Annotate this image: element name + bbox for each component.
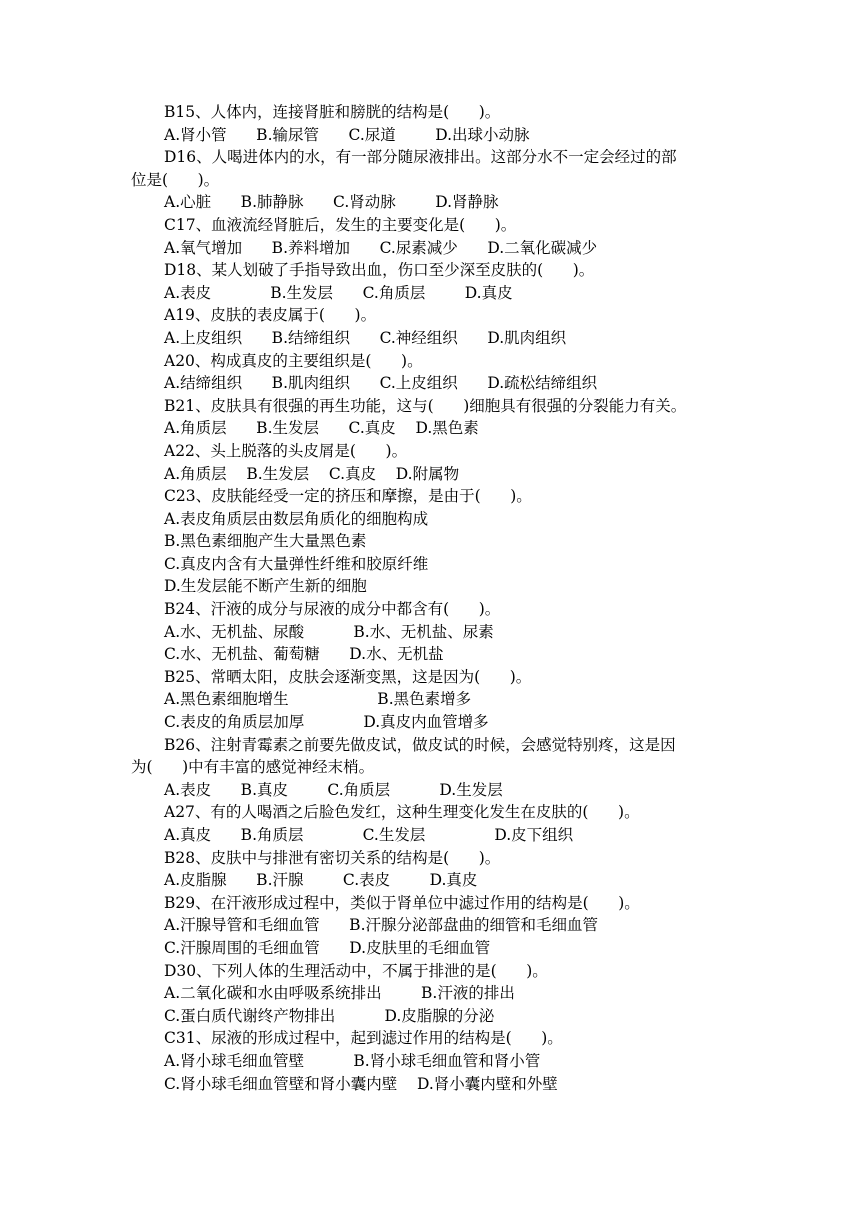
text-line: B15、人体内，连接肾脏和膀胱的结构是( )。 [164,103,501,121]
text-line: A.表皮 B.生发层 C.角质层 D.真皮 [164,283,513,302]
text-line: C.表皮的角质层加厚 D.真皮内血管增多 [164,713,489,732]
text-line: D30、下列人体的生理活动中，不属于排泄的是( )。 [164,961,548,980]
text-line: A.汗腺导管和毛细血管 B.汗腺分泌部盘曲的细管和毛细血管 [164,916,599,935]
text-line: 位是( )。 [131,170,220,189]
document-body [131,101,741,1095]
text-line: C.水、无机盐、葡萄糖 D.水、无机盐 [164,645,444,664]
text-line: A.真皮 B.角质层 C.生发层 D.皮下组织 [164,826,574,844]
text-line: D16、人喝进体内的水，有一部分随尿液排出。这部分水不一定会经过的部 [164,148,677,167]
text-line: A.表皮角质层由数层角质化的细胞构成 [164,509,429,528]
text-line: A.角质层 B.生发层 C.真皮 D.黑色素 [164,419,479,438]
text-line: A.结缔组织 B.肌肉组织 C.上皮组织 D.疏松结缔组织 [164,374,598,393]
text-line: A.肾小球毛细血管壁 B.肾小球毛细血管和肾小管 [164,1051,541,1070]
text-line: C.肾小球毛细血管壁和肾小囊内壁 D.肾小囊内壁和外壁 [164,1074,558,1093]
text-line: D18、某人划破了手指导致出血，伤口至少深至皮肤的( )。 [164,261,595,280]
text-line: A19、皮肤的表皮属于( )。 [164,306,377,325]
text-line: A.上皮组织 B.结缔组织 C.神经组织 D.肌肉组织 [164,328,567,347]
text-line: C.真皮内含有大量弹性纤维和胶原纤维 [164,554,429,573]
text-line: A27、有的人喝酒之后脸色发红，这种生理变化发生在皮肤的( )。 [164,803,640,822]
text-line: C31、尿液的形成过程中，起到滤过作用的结构是( )。 [164,1029,563,1048]
text-line: B29、在汗液形成过程中，类似于肾单位中滤过作用的结构是( )。 [164,893,640,912]
text-line: B26、注射青霉素之前要先做皮试，做皮试的时候，会感觉特别疼，这是因 [164,735,676,754]
text-line: B21、皮肤具有很强的再生功能，这与( )细胞具有很强的分裂能力有关。 [164,396,687,415]
text-line: A.肾小管 B.输尿管 C.尿道 D.出球小动脉 [164,125,530,144]
text-line: C.汗腺周围的毛细血管 D.皮肤里的毛细血管 [164,938,491,957]
text-line: C17、血液流经肾脏后，发生的主要变化是( )。 [164,215,517,234]
text-line: A22、头上脱落的头皮屑是( )。 [164,441,408,460]
text-line: A.水、无机盐、尿酸 B.水、无机盐、尿素 [164,622,494,641]
text-line: A.氧气增加 B.养料增加 C.尿素减少 D.二氧化碳减少 [164,238,598,257]
text-line: A.表皮 B.真皮 C.角质层 D.生发层 [164,780,503,799]
text-line: A.皮脂腺 B.汗腺 C.表皮 D.真皮 [164,871,478,890]
text-line: C.蛋白质代谢终产物排出 D.皮脂腺的分泌 [164,1006,495,1025]
text-line: C23、皮肤能经受一定的挤压和摩擦，是由于( )。 [164,487,532,506]
text-line: 为( )中有丰富的感觉神经末梢。 [131,758,375,777]
text-line: B.黑色素细胞产生大量黑色素 [164,532,367,551]
text-line: B25、常晒太阳，皮肤会逐渐变黑，这是因为( )。 [164,667,532,686]
text-line: D.生发层能不断产生新的细胞 [164,577,367,596]
text-line: A.二氧化碳和水由呼吸系统排出 B.汗液的排出 [164,984,515,1003]
text-line: A20、构成真皮的主要组织是( )。 [164,351,423,370]
text-line: A.角质层 B.生发层 C.真皮 D.附属物 [164,464,460,483]
text-line: A.心脏 B.肺静脉 C.肾动脉 D.肾静脉 [164,193,499,212]
text-line: B28、皮肤中与排泄有密切关系的结构是( )。 [164,848,501,867]
text-line: A.黑色素细胞增生 B.黑色素增多 [164,690,472,709]
text-line: B24、汗液的成分与尿液的成分中都含有( )。 [164,600,501,619]
